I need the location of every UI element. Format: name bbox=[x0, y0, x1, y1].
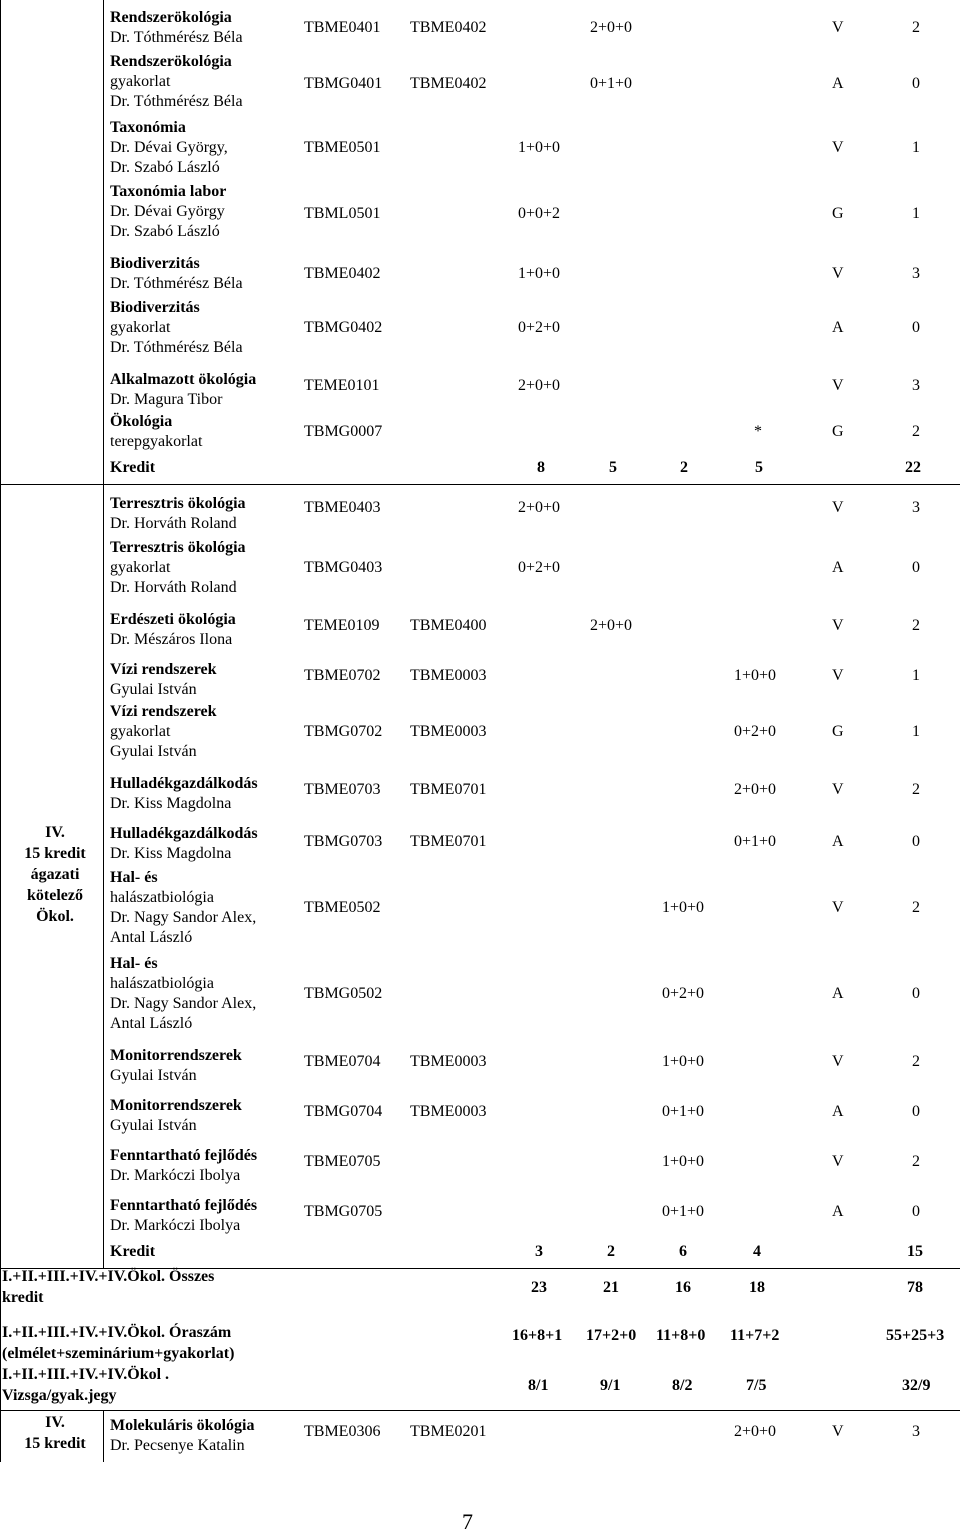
course-detail: Dr. Horváth Roland bbox=[110, 579, 237, 596]
course-title: Ökológia bbox=[110, 413, 173, 430]
credit-value: 2 bbox=[912, 19, 920, 36]
summary-value: 21 bbox=[603, 1279, 619, 1296]
kredit-value: 3 bbox=[535, 1243, 543, 1260]
credit-value: 0 bbox=[912, 75, 920, 92]
hours-value: * bbox=[754, 423, 762, 440]
table-row bbox=[0, 318, 960, 338]
hours-value: 1+0+0 bbox=[662, 899, 705, 916]
credit-value: 0 bbox=[912, 833, 920, 850]
kredit-value: 22 bbox=[905, 459, 921, 476]
course-detail: gyakorlat bbox=[110, 723, 171, 740]
kredit-value: 5 bbox=[609, 459, 617, 476]
summary-label-line: I.+II.+III.+IV.+IV.Ökol. Összes bbox=[2, 1268, 215, 1285]
summary-value: 16 bbox=[675, 1279, 691, 1296]
course-code: TBMG0502 bbox=[304, 985, 383, 1002]
table-row bbox=[0, 984, 960, 1004]
course-title: Vízi rendszerek bbox=[110, 703, 217, 720]
section-label-line: kötelező bbox=[27, 887, 83, 904]
course-title: Alkalmazott ökológia bbox=[110, 371, 257, 388]
prerequisite-code: TBME0003 bbox=[410, 723, 487, 740]
course-title: Hal- és bbox=[110, 955, 158, 972]
hours-value: 0+2+0 bbox=[518, 559, 561, 576]
hours-value: 0+1+0 bbox=[734, 833, 777, 850]
summary-value: 9/1 bbox=[600, 1377, 621, 1394]
course-detail: Dr. Tóthmérész Béla bbox=[110, 29, 243, 46]
exam-type: A bbox=[832, 1203, 844, 1220]
course-code: TBMG0704 bbox=[304, 1103, 383, 1120]
summary-label bbox=[2, 1266, 214, 1308]
credit-value: 2 bbox=[912, 617, 920, 634]
credit-value: 2 bbox=[912, 1153, 920, 1170]
summary-value: 7/5 bbox=[746, 1377, 767, 1394]
course-code: TBME0402 bbox=[304, 265, 381, 282]
table-row bbox=[0, 616, 960, 636]
course-code: TBMG0402 bbox=[304, 319, 383, 336]
course-detail: Dr. Pecsenye Katalin bbox=[110, 1437, 245, 1454]
course-code: TEME0101 bbox=[304, 377, 380, 394]
course-detail: Gyulai István bbox=[110, 1117, 197, 1134]
hours-value: 0+2+0 bbox=[734, 723, 777, 740]
table-row bbox=[0, 18, 960, 38]
exam-type: A bbox=[832, 75, 844, 92]
hours-value: 2+0+0 bbox=[590, 19, 633, 36]
exam-type: A bbox=[832, 559, 844, 576]
course-detail: Dr. Markóczi Ibolya bbox=[110, 1167, 241, 1184]
exam-type: V bbox=[832, 667, 844, 684]
credit-value: 0 bbox=[912, 319, 920, 336]
exam-type: V bbox=[832, 1053, 844, 1070]
table-row bbox=[0, 666, 960, 686]
course-code: TBMG0401 bbox=[304, 75, 383, 92]
prerequisite-code: TBME0701 bbox=[410, 781, 487, 798]
table-row bbox=[0, 780, 960, 800]
summary-label-line: (elmélet+szeminárium+gyakorlat) bbox=[2, 1345, 235, 1362]
credit-value: 3 bbox=[912, 265, 920, 282]
course-title: Biodiverzitás bbox=[110, 299, 200, 316]
summary-value: 8/2 bbox=[672, 1377, 693, 1394]
exam-type: V bbox=[832, 617, 844, 634]
hours-value: 2+0+0 bbox=[734, 1423, 777, 1440]
section-label-line: Ökol. bbox=[36, 908, 74, 925]
course-detail: Dr. Szabó László bbox=[110, 223, 220, 240]
course-detail: Gyulai István bbox=[110, 743, 197, 760]
hours-value: 2+0+0 bbox=[518, 499, 561, 516]
course-detail: gyakorlat bbox=[110, 73, 171, 90]
summary-value: 78 bbox=[907, 1279, 923, 1296]
course-code: TBMG0702 bbox=[304, 723, 383, 740]
exam-type: G bbox=[832, 723, 844, 740]
prerequisite-code: TBME0003 bbox=[410, 1053, 487, 1070]
credit-value: 3 bbox=[912, 1423, 920, 1440]
table-row bbox=[0, 722, 960, 742]
course-code: TBME0502 bbox=[304, 899, 381, 916]
credit-value: 2 bbox=[912, 899, 920, 916]
hours-value: 2+0+0 bbox=[734, 781, 777, 798]
course-title: Taxonómia labor bbox=[110, 183, 227, 200]
summary-label-line: Vizsga/gyak.jegy bbox=[2, 1387, 117, 1404]
course-detail: halászatbiológia bbox=[110, 975, 214, 992]
table-row bbox=[0, 898, 960, 918]
exam-type: A bbox=[832, 985, 844, 1002]
section-label-line: ágazati bbox=[30, 866, 80, 883]
course-title: Erdészeti ökológia bbox=[110, 611, 236, 628]
section-label-line: 15 kredit bbox=[24, 1435, 86, 1452]
credit-value: 0 bbox=[912, 985, 920, 1002]
course-code: TBME0403 bbox=[304, 499, 381, 516]
kredit-label: Kredit bbox=[110, 459, 156, 476]
hours-value: 1+0+0 bbox=[518, 139, 561, 156]
hours-value: 0+1+0 bbox=[662, 1203, 705, 1220]
table-row bbox=[0, 74, 960, 94]
course-detail: terepgyakorlat bbox=[110, 433, 203, 450]
course-detail: Antal László bbox=[110, 929, 193, 946]
course-title: Hulladékgazdálkodás bbox=[110, 775, 258, 792]
course-title: Rendszerökológia bbox=[110, 9, 232, 26]
summary-value: 8/1 bbox=[528, 1377, 549, 1394]
hours-value: 1+0+0 bbox=[662, 1053, 705, 1070]
summary-label-line: I.+II.+III.+IV.+IV.Ökol. Óraszám bbox=[2, 1324, 232, 1341]
course-code: TBME0501 bbox=[304, 139, 381, 156]
block-divider bbox=[1, 484, 960, 485]
credit-value: 3 bbox=[912, 377, 920, 394]
course-title: Vízi rendszerek bbox=[110, 661, 217, 678]
course-code: TBME0306 bbox=[304, 1423, 381, 1440]
course-title: Monitorrendszerek bbox=[110, 1097, 242, 1114]
course-code: TBMG0007 bbox=[304, 423, 383, 440]
course-detail: gyakorlat bbox=[110, 319, 171, 336]
course-code: TBMG0703 bbox=[304, 833, 383, 850]
course-detail: Dr. Kiss Magdolna bbox=[110, 795, 232, 812]
prerequisite-code: TBME0003 bbox=[410, 1103, 487, 1120]
course-detail: Dr. Tóthmérész Béla bbox=[110, 93, 243, 110]
hours-value: 0+1+0 bbox=[590, 75, 633, 92]
hours-value: 1+0+0 bbox=[662, 1153, 705, 1170]
course-title: Fenntartható fejlődés bbox=[110, 1147, 258, 1164]
table-row bbox=[0, 1102, 960, 1122]
page-number: 7 bbox=[462, 1509, 473, 1534]
course-detail: Gyulai István bbox=[110, 681, 197, 698]
course-title: Taxonómia bbox=[110, 119, 186, 136]
course-detail: Dr. Nagy Sandor Alex, bbox=[110, 909, 257, 926]
credit-value: 0 bbox=[912, 559, 920, 576]
course-code: TBME0705 bbox=[304, 1153, 381, 1170]
prerequisite-code: TBME0003 bbox=[410, 667, 487, 684]
credit-value: 1 bbox=[912, 205, 920, 222]
course-title: Hulladékgazdálkodás bbox=[110, 825, 258, 842]
summary-value: 17+2+0 bbox=[586, 1327, 637, 1344]
course-detail: halászatbiológia bbox=[110, 889, 214, 906]
course-detail: Dr. Markóczi Ibolya bbox=[110, 1217, 241, 1234]
summary-label-line: I.+II.+III.+IV.+IV.Ökol . bbox=[2, 1366, 170, 1383]
exam-type: V bbox=[832, 899, 844, 916]
exam-type: G bbox=[832, 423, 844, 440]
summary-divider-2 bbox=[1, 1410, 960, 1411]
credit-value: 1 bbox=[912, 139, 920, 156]
course-detail: Antal László bbox=[110, 1015, 193, 1032]
credit-value: 3 bbox=[912, 499, 920, 516]
course-detail: Dr. Horváth Roland bbox=[110, 515, 237, 532]
credit-value: 2 bbox=[912, 1053, 920, 1070]
summary-value: 16+8+1 bbox=[512, 1327, 563, 1344]
course-title: Fenntartható fejlődés bbox=[110, 1197, 258, 1214]
exam-type: V bbox=[832, 499, 844, 516]
prerequisite-code: TBME0201 bbox=[410, 1423, 487, 1440]
exam-type: V bbox=[832, 377, 844, 394]
hours-value: 0+0+2 bbox=[518, 205, 561, 222]
course-code: TBME0702 bbox=[304, 667, 381, 684]
prerequisite-code: TBME0402 bbox=[410, 19, 487, 36]
course-detail: Dr. Kiss Magdolna bbox=[110, 845, 232, 862]
prerequisite-code: TBME0701 bbox=[410, 833, 487, 850]
course-detail: Dr. Tóthmérész Béla bbox=[110, 275, 243, 292]
table-row bbox=[0, 422, 960, 442]
kredit-value: 5 bbox=[755, 459, 763, 476]
course-detail: Dr. Dévai György bbox=[110, 203, 225, 220]
hours-value: 1+0+0 bbox=[734, 667, 777, 684]
prerequisite-code: TBME0400 bbox=[410, 617, 487, 634]
table-row bbox=[0, 1152, 960, 1172]
summary-value: 18 bbox=[749, 1279, 765, 1296]
kredit-value: 4 bbox=[753, 1243, 761, 1260]
course-detail: gyakorlat bbox=[110, 559, 171, 576]
summary-value: 55+25+3 bbox=[886, 1327, 945, 1344]
kredit-value: 8 bbox=[537, 459, 545, 476]
credit-value: 2 bbox=[912, 423, 920, 440]
credit-value: 2 bbox=[912, 781, 920, 798]
exam-type: A bbox=[832, 833, 844, 850]
course-detail: Dr. Szabó László bbox=[110, 159, 220, 176]
kredit-value: 15 bbox=[907, 1243, 923, 1260]
exam-type: V bbox=[832, 19, 844, 36]
table-row bbox=[0, 376, 960, 396]
course-detail: Dr. Dévai György, bbox=[110, 139, 228, 156]
credit-value: 1 bbox=[912, 667, 920, 684]
course-title: Molekuláris ökológia bbox=[110, 1417, 255, 1434]
course-detail: Dr. Mészáros Ilona bbox=[110, 631, 233, 648]
course-code: TBME0401 bbox=[304, 19, 381, 36]
section-label-line: IV. bbox=[45, 824, 65, 841]
exam-type: A bbox=[832, 319, 844, 336]
table-row bbox=[0, 1422, 960, 1442]
summary-label bbox=[2, 1322, 234, 1364]
summary-value: 32/9 bbox=[902, 1377, 931, 1394]
section-label-line: 15 kredit bbox=[24, 845, 86, 862]
table-row bbox=[0, 138, 960, 158]
hours-value: 1+0+0 bbox=[518, 265, 561, 282]
hours-value: 0+2+0 bbox=[662, 985, 705, 1002]
course-detail: Gyulai István bbox=[110, 1067, 197, 1084]
exam-type: V bbox=[832, 139, 844, 156]
summary-label bbox=[2, 1364, 169, 1406]
exam-type: V bbox=[832, 265, 844, 282]
section-label-line: IV. bbox=[45, 1414, 65, 1431]
kredit-row bbox=[0, 1242, 960, 1264]
course-code: TBMG0705 bbox=[304, 1203, 383, 1220]
summary-value: 11+8+0 bbox=[656, 1327, 706, 1344]
credit-value: 0 bbox=[912, 1203, 920, 1220]
course-title: Monitorrendszerek bbox=[110, 1047, 242, 1064]
credit-value: 0 bbox=[912, 1103, 920, 1120]
summary-value: 11+7+2 bbox=[730, 1327, 780, 1344]
course-code: TBML0501 bbox=[304, 205, 381, 222]
course-detail: Dr. Tóthmérész Béla bbox=[110, 339, 243, 356]
course-title: Hal- és bbox=[110, 869, 158, 886]
course-title: Rendszerökológia bbox=[110, 53, 232, 70]
summary-label-line: kredit bbox=[2, 1289, 44, 1306]
table-row bbox=[0, 832, 960, 852]
kredit-row bbox=[0, 458, 960, 480]
hours-value: 0+2+0 bbox=[518, 319, 561, 336]
table-row bbox=[0, 1202, 960, 1222]
kredit-value: 6 bbox=[679, 1243, 687, 1260]
course-title: Terresztris ökológia bbox=[110, 539, 246, 556]
kredit-label: Kredit bbox=[110, 1243, 156, 1260]
hours-value: 2+0+0 bbox=[518, 377, 561, 394]
table-row bbox=[0, 264, 960, 284]
table-row bbox=[0, 498, 960, 518]
course-code: TBME0704 bbox=[304, 1053, 381, 1070]
exam-type: V bbox=[832, 781, 844, 798]
prerequisite-code: TBME0402 bbox=[410, 75, 487, 92]
kredit-value: 2 bbox=[680, 459, 688, 476]
exam-type: V bbox=[832, 1153, 844, 1170]
hours-value: 0+1+0 bbox=[662, 1103, 705, 1120]
course-detail: Dr. Magura Tibor bbox=[110, 391, 223, 408]
kredit-value: 2 bbox=[607, 1243, 615, 1260]
course-title: Biodiverzitás bbox=[110, 255, 200, 272]
course-title: Terresztris ökológia bbox=[110, 495, 246, 512]
exam-type: G bbox=[832, 205, 844, 222]
course-detail: Dr. Nagy Sandor Alex, bbox=[110, 995, 257, 1012]
hours-value: 2+0+0 bbox=[590, 617, 633, 634]
course-code: TBMG0403 bbox=[304, 559, 383, 576]
credit-value: 1 bbox=[912, 723, 920, 740]
table-row bbox=[0, 1052, 960, 1072]
table-row bbox=[0, 204, 960, 224]
course-code: TEME0109 bbox=[304, 617, 380, 634]
table-row bbox=[0, 558, 960, 578]
exam-type: V bbox=[832, 1423, 844, 1440]
exam-type: A bbox=[832, 1103, 844, 1120]
course-code: TBME0703 bbox=[304, 781, 381, 798]
summary-value: 23 bbox=[531, 1279, 547, 1296]
